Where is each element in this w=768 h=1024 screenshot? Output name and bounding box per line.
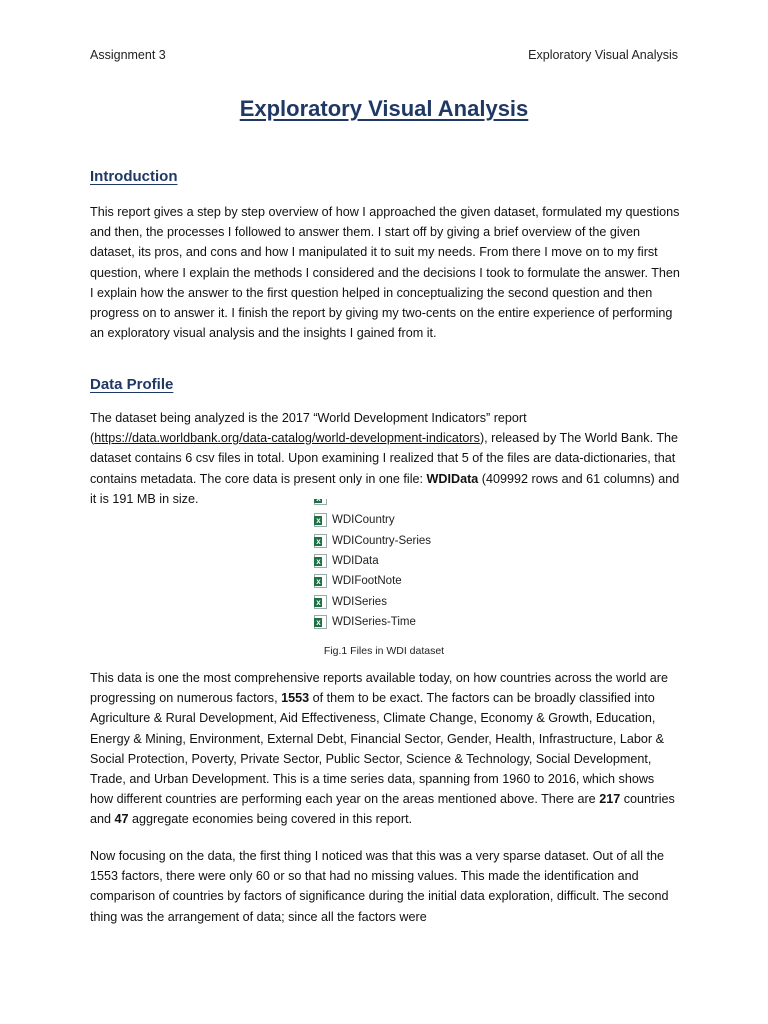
file-item [314, 551, 431, 571]
text-span: countries and [90, 792, 675, 827]
text-span: of them to be exact. The factors can be broadly classified into Agriculture & Rural Development, Aid Effectiveness, Climate Change, Economy & Growth, Education, Energy & Mining, Environment, External Debt, Financial Sector, Gender, Health, Infrastructure, Labor & Social Protection, Poverty, Private Sector, Public Sector, Science & Technology, Social Development, Trade, and Urban Development. This is a time series data, spanning from 1960 to 2016, which shows how different countries are performing each year on the areas mentioned above. There are [90, 691, 664, 807]
introduction-heading: Introduction [90, 168, 178, 185]
file-name: WDIData [332, 554, 379, 567]
bold-number: 217 [599, 792, 621, 807]
text-span: aggregate economies being covered in this report. [128, 812, 413, 827]
text-span: (409992 rows and 61 columns) and it is 191 MB in size. [90, 471, 680, 506]
bold-number: 47 [114, 812, 129, 827]
text-span: ), released by The World Bank. The dataset contains 6 csv files in total. Upon examining I realized that 5 of the files are data-dictionaries, that contains metadata. The core data is present only in one file: [90, 431, 679, 486]
text-span: This data is one the most comprehensive reports available today, on how countries across the world are progressing on numerous factors, [90, 671, 668, 706]
document-title: Exploratory Visual Analysis [239, 96, 529, 121]
data-profile-paragraph-3: Now focusing on the data, the first thing I noticed was that this was a very sparse dataset. Out of all the 1553 factors, there were only 60 or so that had no missing values. This made the identification and comparison of countries by factors of significance during the initial data exploration, difficult. The second thing was the arrangement of data; since all the factors were [90, 849, 669, 924]
header-right: Exploratory Visual Analysis [528, 48, 678, 62]
excel-file-icon [314, 513, 327, 527]
file-name: WDISeries-Time [332, 616, 416, 629]
excel-file-icon [314, 595, 327, 609]
file-item [314, 612, 431, 632]
excel-file-icon [314, 534, 327, 548]
text-span: The dataset being analyzed is the 2017 “World Development Indicators” report ( [90, 411, 527, 446]
file-name: WDICountry-Series [332, 534, 432, 547]
bold-text: WDIData [426, 471, 479, 486]
file-item [314, 530, 431, 550]
figure-caption: Fig.1 Files in WDI dataset [323, 645, 445, 657]
dataset-link[interactable]: https://data.worldbank.org/data-catalog/world-development-indicators [94, 431, 480, 446]
file-item [314, 571, 431, 591]
file-name: WDISeries [332, 595, 387, 608]
file-list [314, 510, 431, 632]
excel-file-icon [314, 574, 327, 588]
file-name: WDICountry [332, 514, 395, 527]
header-left: Assignment 3 [90, 48, 166, 62]
file-name: WDIFootNote [332, 575, 402, 588]
excel-file-icon [314, 554, 327, 568]
data-profile-paragraph-1 [90, 408, 680, 509]
bold-number: 1553 [281, 691, 310, 706]
excel-file-icon [314, 499, 327, 505]
file-item [314, 592, 431, 612]
partial-file-item [314, 499, 394, 507]
data-profile-paragraph-2 [90, 668, 680, 830]
excel-file-icon [314, 615, 327, 629]
data-profile-heading: Data Profile [90, 376, 174, 393]
introduction-paragraph: This report gives a step by step overview of how I approached the given dataset, formulated my questions and then, the processes I followed to answer them. I start off by giving a brief overview of the given dataset, its pros, and cons and how I manipulated it to suit my needs. From there I move on to my first question, where I explain the methods I considered and the decisions I took to formulate the answer. Then I explain how the answer to the first question helped in conceptualizing the second question and then progress on to answer it. I finish the report by giving my two-cents on the entire experience of performing an exploratory visual analysis and the insights I gained from it. [90, 205, 680, 341]
file-item [314, 510, 431, 530]
